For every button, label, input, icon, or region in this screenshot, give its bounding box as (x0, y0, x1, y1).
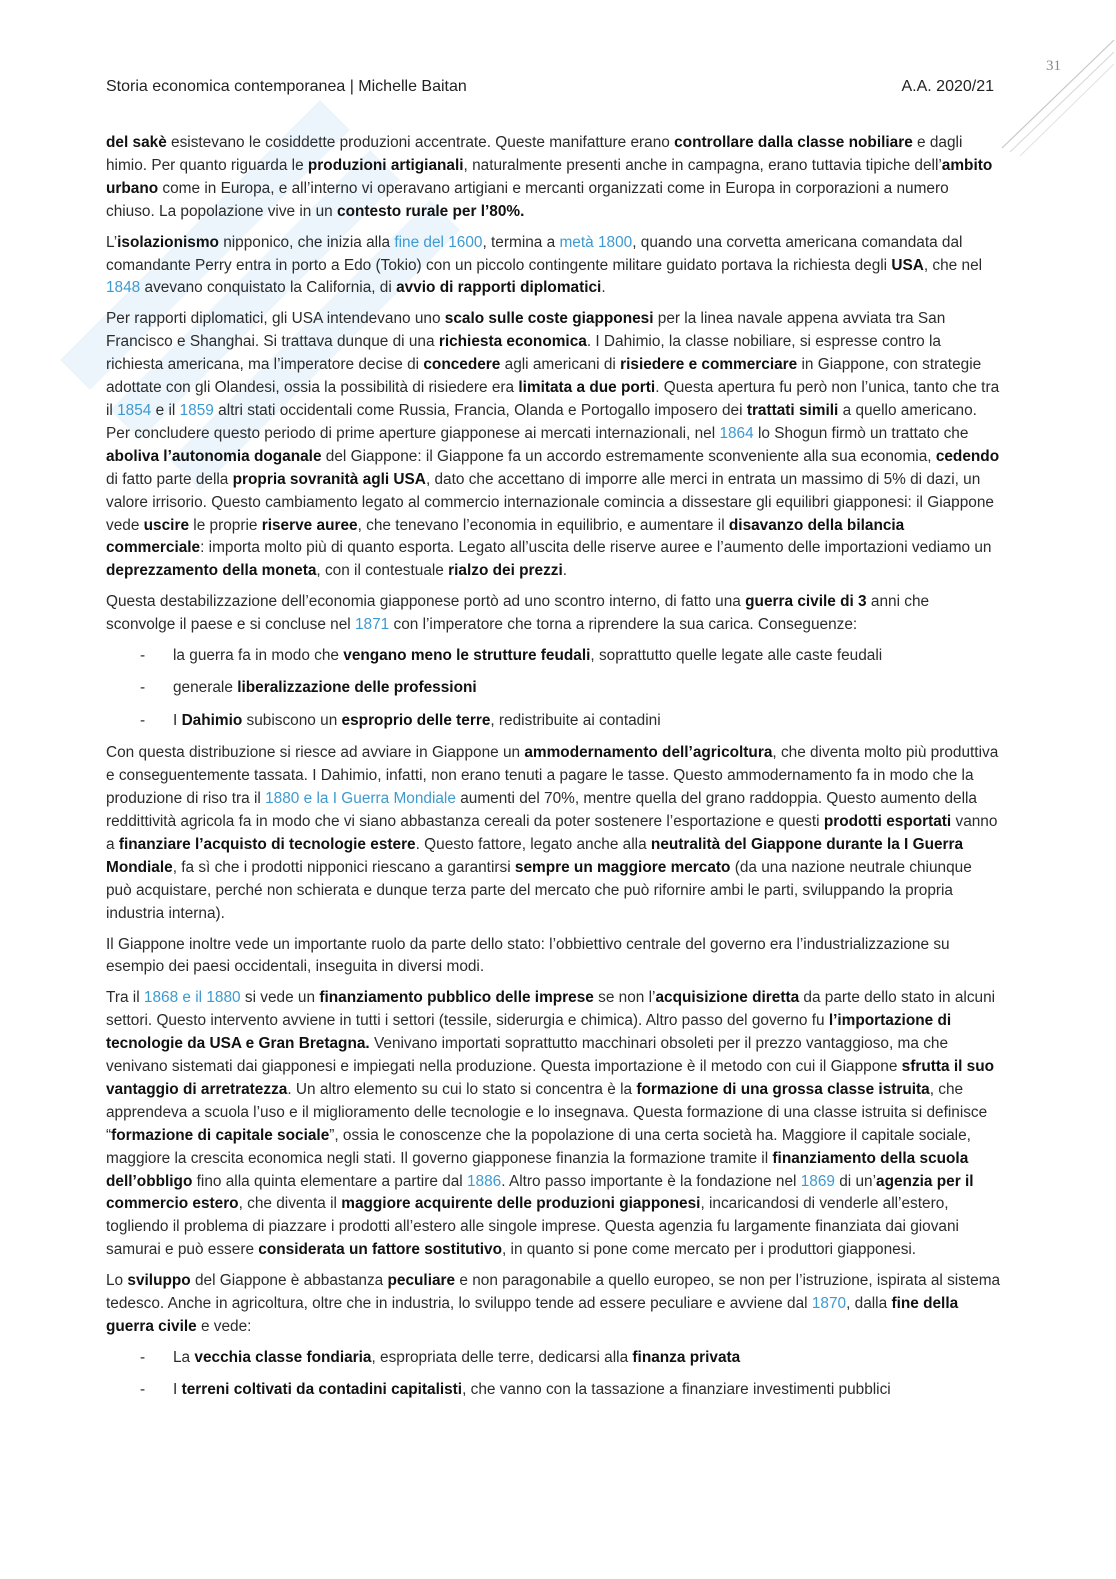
text-run: per la linea navale appena avviata tra San Francisco e Shanghai. Si trattava dunque di una (106, 310, 946, 351)
paragraph (106, 232, 1001, 301)
highlighted-date: 1880 e la I Guerra Mondiale (265, 790, 456, 808)
text-run: , quando una corvetta americana comandata dal comandante Perry entra in porto a Edo (Tokio) con un piccolo contingente militare guidato portava la richiesta degli (106, 233, 963, 274)
list-item (106, 1379, 1001, 1402)
text-run: , espropriata delle terre, dedicarsi alla (371, 1348, 633, 1366)
text-run: : importa molto più di quanto esporta. Legato all’uscita delle riserve auree e l’aumento delle importazioni vediamo un (200, 539, 992, 557)
text-run: aumenti del 70%, mentre quella del grano raddoppia. Questo aumento della reddittività agricola fa in modo che vi siano abbastanza cereali da poter sostenere l’esportazione e questi (106, 790, 977, 830)
bold-text: uscire (143, 516, 190, 534)
text-run: generale (173, 679, 238, 697)
text-run: come in Europa, e all’interno vi operavano artigiani e mercanti organizzati come in Europa in corporazioni a numero chiuso. La popolazione vive in un (106, 179, 949, 220)
paragraph (106, 308, 1001, 583)
text-run: di un’ (834, 1172, 877, 1190)
text-run: , incaricandosi di venderle all’estero, togliendo il problema di piazzare i prodotti all’estero alle singole imprese. Questa agenzia fu largamente finanziata dai giovani samurai e può essere (106, 1195, 959, 1259)
bold-text: terreni coltivati da contadini capitalisti (181, 1381, 463, 1399)
text-run: Lo (106, 1272, 128, 1290)
highlighted-date: 1868 e il 1880 (143, 989, 241, 1007)
bold-text: aboliva l’autonomia doganale (106, 447, 322, 465)
text-run: , con il contestuale (316, 562, 449, 580)
text-run: . Questa apertura fu però non l’unica, tanto che tra il (106, 379, 1000, 419)
header-title: Storia economica contemporanea | Michelle Baitan (106, 78, 467, 95)
dash-bullet-icon: - (140, 711, 146, 729)
text-run: ”, ossia le conoscenze che la popolazione di una certa società ha. Maggiore il capitale sociale, maggiore la crescita economica negli stati. Il governo giapponese finanzia la formazione tramite il (106, 1126, 971, 1167)
text-run: , redistribuite ai contadini (490, 711, 661, 729)
text-run: e dagli himio. Per quanto riguarda le (106, 134, 963, 174)
bold-text: controllare dalla classe nobiliare (674, 134, 913, 151)
text-run: altri stati occidentali come Russia, Francia, Olanda e Portogallo imposero dei (213, 401, 747, 419)
dash-bullet-icon: - (140, 679, 146, 697)
text-run: , in quanto si pone come mercato per i produttori giapponesi. (502, 1241, 917, 1259)
bullet-list (106, 645, 1001, 733)
bold-text: sempre un maggiore mercato (514, 858, 731, 876)
text-run: , fa sì che i prodotti nipponici riescano a garantirsi (172, 858, 515, 876)
text-run: in Giappone, con strategie adottate con gli Olandesi, ossia la possibilità di risiedere era (106, 356, 982, 397)
bold-text: neutralità del Giappone durante la I Guerra Mondiale (106, 835, 964, 876)
bold-text: avvio di rapporti diplomatici (396, 279, 602, 297)
text-run: , che diventa il (238, 1195, 342, 1213)
dash-bullet-icon: - (140, 1348, 146, 1366)
text-run: si vede un (240, 989, 320, 1007)
text-run: Tra il (106, 989, 144, 1007)
bold-text: trattati simili (746, 401, 839, 419)
paragraph (106, 1270, 1001, 1339)
bold-text: risiedere e commerciare (620, 356, 798, 374)
bold-text: agenzia per il commercio estero (106, 1172, 974, 1213)
dash-bullet-icon: - (140, 647, 146, 665)
text-run: . Questo fattore, legato anche alla (415, 835, 651, 853)
text-run: anni che sconvolge il paese e si concluse nel (106, 593, 930, 634)
text-run: , che tenevano l’economia in equilibrio, e aumentare il (357, 516, 729, 534)
highlighted-date: 1848 (106, 279, 141, 297)
bold-text: rialzo dei prezzi (448, 562, 563, 580)
text-run: e il (151, 401, 180, 419)
bold-text: fine della guerra civile (106, 1295, 959, 1335)
bold-text: deprezzamento della moneta (106, 562, 317, 580)
paragraph (106, 591, 1001, 637)
bold-text: produzioni artigianali (307, 156, 464, 174)
text-run: e vede: (196, 1318, 252, 1335)
bold-text: propria sovranità agli USA (232, 470, 426, 488)
document-body (106, 132, 1001, 1412)
page-number: 31 (1046, 58, 1061, 74)
text-run: del Giappone è abbastanza (190, 1272, 388, 1290)
text-run: , che vanno con la tassazione a finanziare investimenti pubblici (462, 1381, 891, 1399)
bold-text: formazione di una grossa classe istruita (636, 1080, 930, 1098)
text-run: , naturalmente presenti anche in campagna, erano tuttavia tipiche dell’ (463, 156, 942, 174)
text-run: , che apprendeva a scuola l’uso e il miglioramento delle tecnologie e lo insegnava. Questa formazione di una classe istruita si definisce “ (106, 1080, 988, 1144)
bold-text: vecchia classe fondiaria (194, 1348, 372, 1366)
text-run: agli americani di (500, 356, 621, 374)
text-run: avevano conquistato la California, di (140, 279, 397, 297)
text-run: , dalla (846, 1295, 892, 1313)
text-run: esistevano le cosiddette produzioni accentrate. Queste manifatture erano (166, 134, 675, 151)
bold-text: finanziare l’acquisto di tecnologie estere (118, 835, 416, 853)
text-run: lo Shogun firmò un trattato che (753, 424, 969, 442)
bold-text: richiesta economica (438, 333, 587, 351)
bold-text: l’importazione di tecnologie da USA e Gran Bretagna. (106, 1012, 952, 1053)
header-academic-year: A.A. 2020/21 (901, 78, 994, 95)
text-run: la guerra fa in modo che (173, 647, 344, 665)
text-run: , dato che accettano di imporre alle merci in entrata un massimo di 5% di dazi, un valore irrisorio. Questo cambiamento legato al commercio internazionale comincia a dissestare gli equilibri giapponesi: il Giappone vede (106, 470, 994, 534)
highlighted-date: 1886 (467, 1172, 502, 1190)
text-run: le proprie (189, 516, 262, 534)
text-run: di fatto parte della (106, 470, 233, 488)
text-run: , termina a (482, 233, 560, 251)
text-run: da parte dello stato in alcuni settori. Questo intervento avviene in tutti i settori (tessile, siderurgia e chimica). Altro passo del governo fu (106, 989, 996, 1030)
text-run: del Giappone: il Giappone fa un accordo estremamente sconveniente alla sua economia, (321, 447, 936, 465)
highlighted-date: 1859 (179, 401, 214, 419)
text-run: L’ (106, 233, 118, 251)
text-run: . Un altro elemento su cui lo stato si concentra è la (287, 1080, 637, 1098)
text-run: con l’imperatore che torna a riprendere la sua carica. Conseguenze: (389, 616, 858, 634)
bold-text: prodotti esportati (823, 812, 952, 830)
text-run: I (173, 711, 182, 729)
highlighted-date: 1854 (117, 401, 152, 419)
text-run: Il Giappone inoltre vede un importante ruolo da parte dello stato: l’obbiettivo centrale del governo era l’industrializzazione su esempio dei paesi occidentali, inseguita in diversi modi. (106, 935, 950, 976)
page-corner-decoration (996, 0, 1116, 160)
bold-text: sviluppo (127, 1272, 191, 1290)
bold-text: scalo sulle coste giapponesi (444, 310, 654, 328)
paragraph (106, 934, 1001, 980)
text-run: e non paragonabile a quello europeo, se non per l’istruzione, ispirata al sistema tedesco. Anche in agricoltura, oltre che in industria, lo sviluppo tende ad essere peculiare e avviene dal (106, 1272, 1001, 1313)
bold-text: ambito urbano (106, 156, 993, 197)
bold-text: cedendo (935, 447, 1000, 465)
highlighted-date: metà 1800 (559, 233, 633, 251)
bold-text: sfrutta il suo vantaggio di arretratezza (106, 1058, 995, 1098)
text-run: . I Dahimio, la classe nobiliare, si espresse contro la richiesta americana, ma l’imperatore decise di (106, 333, 941, 374)
bold-text: ammodernamento dell’agricoltura (524, 744, 773, 762)
text-run: . (562, 562, 568, 580)
bold-text: isolazionismo (117, 233, 219, 251)
bold-text: concedere (423, 356, 501, 374)
text-run: se non l’ (593, 989, 656, 1007)
text-run: Per rapporti diplomatici, gli USA intendevano uno (106, 310, 445, 328)
paragraph (106, 742, 1001, 925)
bold-text: formazione di capitale sociale (111, 1126, 330, 1144)
text-run: (da una nazione neutrale chiunque può acquistare, perché non schierata e dunque terza parte del mercato che può rifornire ambi le parti, sviluppando la propria industria interna). (106, 858, 972, 922)
bold-text: del sakè (106, 134, 167, 151)
bold-text: finanza privata (632, 1348, 741, 1366)
paragraph (106, 132, 1001, 224)
text-run: subiscono un (242, 711, 342, 729)
text-run: , che nel (923, 256, 983, 274)
bold-text: finanziamento pubblico delle imprese (319, 989, 594, 1007)
bold-text: guerra civile di 3 (745, 593, 867, 611)
text-run: , che diventa molto più produttiva e conseguentemente tassata. I Dahimio, infatti, non erano tenuti a pagare le tasse. Questo ammodernamento fa in modo che la produzione di riso tra il (106, 744, 999, 808)
bold-text: finanziamento della scuola dell’obbligo (106, 1149, 969, 1190)
text-run: vanno a (106, 812, 998, 853)
bold-text: Dahimio (181, 711, 243, 729)
highlighted-date: 1870 (811, 1295, 847, 1313)
text-run: , soprattutto quelle legate alle caste feudali (590, 647, 883, 665)
text-run: Questa destabilizzazione dell’economia giapponese portò ad uno scontro interno, di fatto una (106, 593, 746, 611)
bold-text: maggiore acquirente delle produzioni giapponesi (341, 1195, 701, 1213)
bold-text: disavanzo della bilancia commerciale (106, 516, 905, 557)
bold-text: considerata un fattore sostitutivo (258, 1241, 502, 1259)
text-run: Con questa distribuzione si riesce ad avviare in Giappone un (106, 744, 525, 762)
highlighted-date: 1871 (354, 616, 390, 634)
bold-text: riserve auree (261, 516, 358, 534)
text-run: nipponico, che inizia alla (218, 233, 395, 251)
text-run: La (173, 1348, 195, 1366)
highlighted-date: 1869 (800, 1172, 835, 1190)
text-run: I (173, 1381, 182, 1399)
list-item (106, 710, 1001, 733)
list-item (106, 645, 1001, 668)
highlighted-date: fine del 1600 (394, 233, 483, 251)
text-run: . (601, 279, 606, 297)
text-run: Venivano importati soprattutto macchinari obsoleti per il prezzo vantaggioso, ma che venivano sistemati dai giapponesi e impiegati nella produzione. Questa importazione è il metodo con cui il Giappone (106, 1035, 949, 1076)
highlighted-date: 1864 (719, 424, 754, 442)
bold-text: acquisizione diretta (655, 989, 800, 1007)
bullet-list (106, 1347, 1001, 1402)
list-item (106, 1347, 1001, 1370)
list-item (106, 677, 1001, 700)
dash-bullet-icon: - (140, 1381, 146, 1399)
bold-text: vengano meno le strutture feudali (343, 647, 591, 665)
bold-text: limitata a due porti (518, 379, 656, 397)
bold-text: liberalizzazione delle professioni (237, 679, 477, 697)
text-run: fino alla quinta elementare a partire dal (192, 1172, 467, 1190)
bold-text: contesto rurale per l’80%. (337, 202, 525, 220)
bold-text: peculiare (387, 1272, 456, 1290)
text-run: a quello americano. Per concludere questo periodo di prime aperture giapponese ai mercati internazionali, nel (106, 401, 977, 442)
bold-text: esproprio delle terre (341, 711, 491, 729)
paragraph (106, 987, 1001, 1262)
bold-text: USA (891, 256, 924, 274)
text-run: . Altro passo importante è la fondazione nel (501, 1172, 801, 1190)
